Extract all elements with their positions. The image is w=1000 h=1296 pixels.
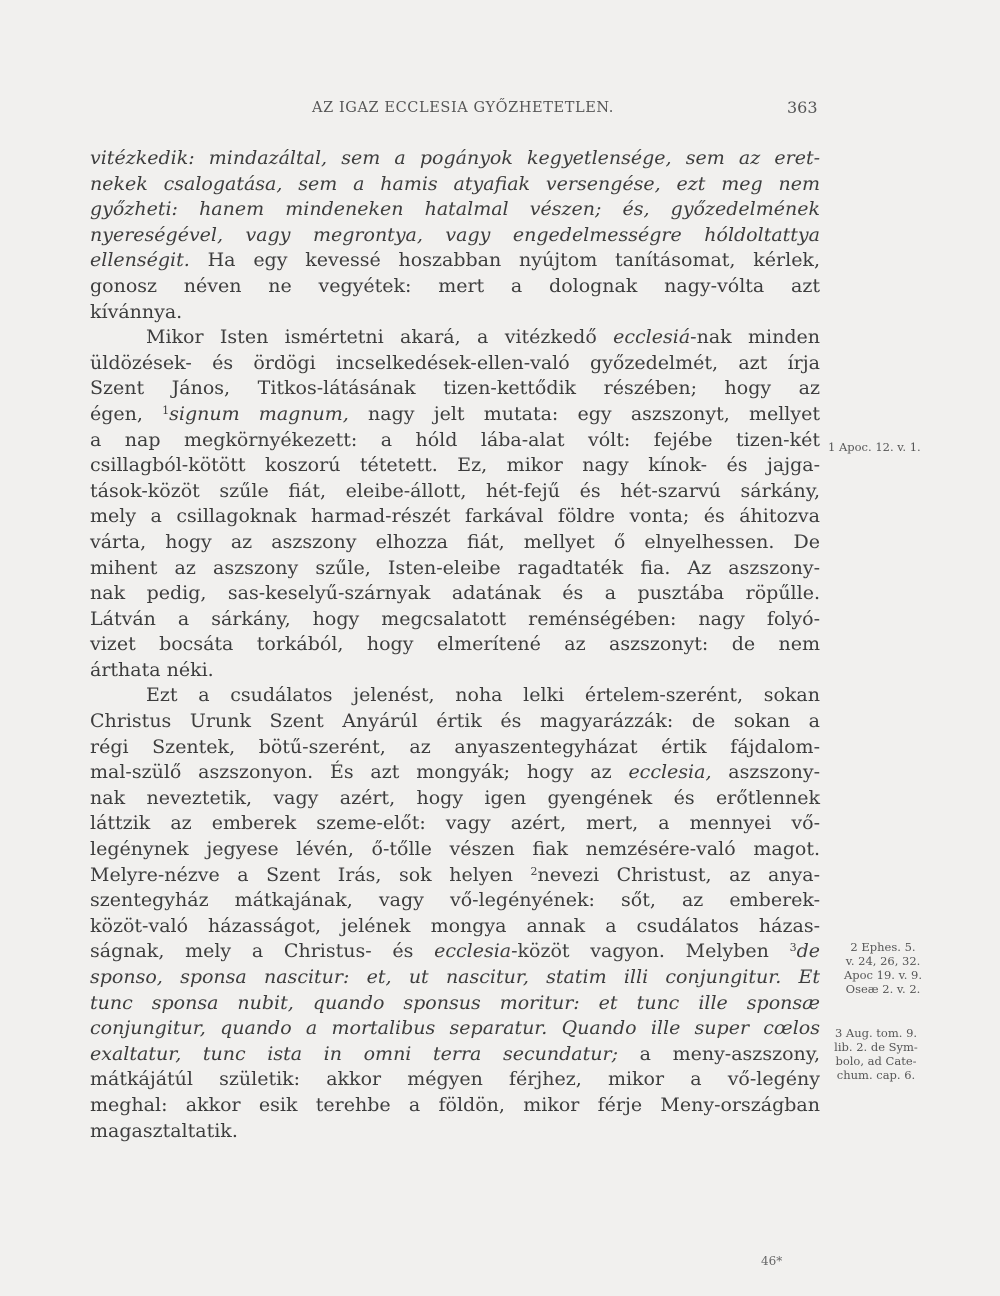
running-title: AZ IGAZ ECCLESIA GYŐZHETETLEN. [312, 100, 614, 116]
text-line: üldözések- és ördögi incselkedések-ellen-való győzedelmét, azt írja [90, 351, 820, 374]
page-number: 363 [787, 98, 818, 117]
margin-note: 3 Aug. tom. 9. lib. 2. de Sym- bolo, ad Cate- chum. cap. 6. [834, 1026, 918, 1082]
text-line: meghal: akkor esik terehbe a földön, mikor férje Meny-országban [90, 1093, 820, 1116]
text-line: régi Szentek, bötű-szerént, az anyaszentegyházat értik fájdalom- [90, 735, 820, 758]
text-line: láttzik az emberek szeme-előt: vagy azért, mert, a mennyei vő- [90, 812, 820, 835]
text-line: nekek csalogatása, sem a hamis atyafiak versengése, ezt meg nem [90, 172, 820, 195]
margin-note: 2 Ephes. 5. v. 24, 26, 32. Apoc 19. v. 9. Oseæ 2. v. 2. [843, 940, 923, 996]
text-line: szentegyház mátkajának, vagy vő-legényének: sőt, az emberek- [90, 889, 820, 912]
running-head [0, 100, 1000, 124]
footnote-ref: 1 [162, 403, 170, 417]
text-line: sponso, sponsa nascitur: et, ut nascitur, statim illi conjungitur. Et [90, 966, 820, 988]
margin-note: 1 Apoc. 12. v. 1. [828, 440, 921, 454]
footnote-ref: 3 [789, 941, 797, 955]
text-line: nyereségével, vagy megrontya, vagy engedelmességre hóldoltattya [90, 223, 820, 246]
text-line: várta, hogy az aszszony elhozza fiát, mellyet ő elnyelhessen. De [90, 530, 820, 553]
text-line: Melyre-nézve a Szent Irás, sok helyen $^2$nevezi Christust, az anya- [90, 863, 820, 886]
text-line: vitézkedik: mindazáltal, sem a pogányok kegyetlensége, sem az eret- [90, 147, 820, 169]
text-line: legénynek jegyese lévén, ő-tőlle vészen fiak nemzésére-való magot. [90, 838, 820, 861]
text-line: nak neveztetik, vagy azért, hogy igen gyengének és erőtlennek [90, 786, 820, 809]
text-line: tunc sponsa nubit, quando sponsus moritur: et tunc ille sponsæ [90, 991, 820, 1014]
text-line: győzheti: hanem mindeneken hatalmal vészen; és, győzedelmének [90, 198, 820, 221]
text-line: Christus Urunk Szent Anyárúl értik és magyarázzák: de sokan a [90, 710, 820, 733]
text-line: Ezt a csudálatos jelenést, noha lelki értelem-szerént, sokan [146, 684, 820, 707]
text-line: mal-szülő aszszonyon. És azt mongyák; hogy az ecclesia, aszszony- [90, 761, 820, 784]
text-line: nak pedig, sas-keselyű-szárnyak adatának és a pusztába röpűlle. [90, 582, 820, 605]
text-line: conjungitur, quando a mortalibus separatur. Quando ille super cœlos [90, 1017, 820, 1040]
text-line: mátkájátúl születik: akkor mégyen férjhez, mikor a vő-legény [90, 1068, 820, 1091]
text-line: vizet bocsáta torkából, hogy elmerítené az aszszonyt: de nem [90, 633, 820, 656]
printer-signature-mark: 46* [761, 1254, 783, 1268]
text-line: a nap megkörnyékezett: a hóld lába-alat vólt: fejébe tizen-két [90, 428, 820, 451]
text-line: közöt-való házasságot, jelének mongya annak a csudálatos házas- [90, 914, 820, 937]
text-line: ellenségit. Ha egy kevessé hoszabban nyújtom tanításomat, kérlek, [90, 249, 820, 272]
text-line: Mikor Isten ismértetni akará, a vitézkedő ecclesiá-nak minden [146, 326, 820, 349]
text-line: tások-közöt szűle fiát, eleibe-állott, hét-fejű és hét-szarvú sárkány, [90, 479, 820, 502]
text-line: égen, $^1$signum magnum, nagy jelt mutata: egy aszszonyt, mellyet [90, 402, 820, 425]
text-line: árthata néki. [90, 658, 214, 681]
text-line: exaltatur, tunc ista in omni terra secundatur; a meny-aszszony, [90, 1042, 821, 1065]
text-line: kívánnya. [90, 300, 183, 323]
text-line: Szent János, Titkos-látásának tizen-kettődik részében; hogy az [90, 377, 820, 400]
text-line: gonosz néven ne vegyétek: mert a dolognak nagy-vólta azt [90, 274, 820, 297]
text-line: mihent az aszszony szűle, Isten-eleibe ragadtaték fia. Az aszszony- [90, 556, 820, 579]
text-line: csillagból-kötött koszorú tétetett. Ez, mikor nagy kínok- és jajga- [90, 454, 820, 477]
text-line: ságnak, mely a Christus- és ecclesia-közöt vagyon. Melyben $^3$de [90, 940, 820, 963]
footnote-ref: 2 [530, 864, 538, 878]
text-line: magasztaltatik. [90, 1119, 238, 1142]
text-line: mely a csillagoknak harmad-részét farkával földre vonta; és áhitozva [90, 505, 820, 528]
text-line: Látván a sárkány, hogy megcsalatott reménségében: nagy folyó- [90, 607, 820, 630]
body-text [90, 146, 820, 1144]
